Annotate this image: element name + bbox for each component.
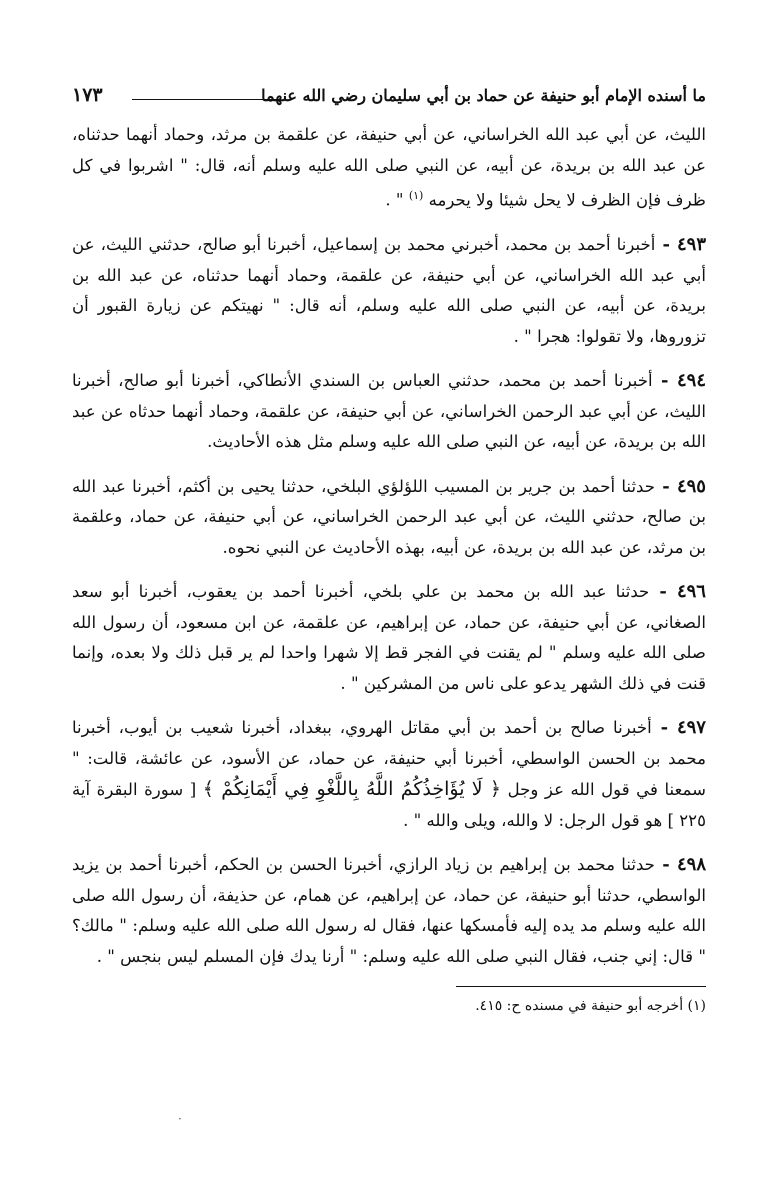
paragraph-text: حدثنا محمد بن إبراهيم بن زياد الرازي، أخبرنا الحسن بن الحكم، أخبرنا أحمد بن يزيد الواسطي، حدثنا أبو حنيفة، عن حماد، عن إبراهيم، عن همام، عن حذيفة، أن رسول الله صلى الله عليه وسلم مد يده إليه فأمسكها عنها، فقال له رسول الله صلى الله عليه وسلم: " مالك؟ " قال: إني جنب، فقال النبي صلى الله عليه وسلم: " أرنا يدك فإن المسلم ليس بنجس " . [72,855,706,966]
hadith-494: ٤٩٤ - أخبرنا أحمد بن محمد، حدثني العباس بن السندي الأنطاكي، أخبرنا أبو صالح، أخبرنا الليث، عن أبي عبد الرحمن الخراساني، عن أبي حنيفة، عن علقمة، وحماد أنهما حدثاه عن عبد الله بن بريدة، عن أبيه، عن النبي صلى الله عليه وسلم مثل هذه الأحاديث. [72,370,706,452]
hadith-number: ٤٩٨ [676,854,706,876]
paragraph-text: حدثنا أحمد بن جرير بن المسيب اللؤلؤي البلخي، حدثنا يحيى بن أكثم، أخبرنا عبد الله بن صالح، حدثني الليث، عن أبي عبد الرحمن الخراساني، عن أبي حنيفة، عن حماد، وعلقمة بن مرثد، عن عبد الله بن بريدة، عن أبيه، بهذه الأحاديث عن النبي نحوه. [72,476,706,557]
paragraph-text: أخبرنا صالح بن أحمد بن أبي مقاتل الهروي، ببغداد، أخبرنا شعيب بن أيوب، أخبرنا محمد بن الحسن الواسطي، أخبرنا أبي حنيفة، عن حماد، عن الأسود، عن عائشة، قالت: " سمعنا في قول الله عز وجل [72,718,707,800]
header-rule [132,99,280,100]
paragraph-continued [72,120,706,216]
hadith-number: ٤٩٣ [676,234,706,256]
hadith-495: ٤٩٥ - حدثنا أحمد بن جرير بن المسيب اللؤلؤي البلخي، حدثنا يحيى بن أكثم، أخبرنا عبد الله بن صالح، حدثني الليث، عن أبي عبد الرحمن الخراساني، عن أبي حنيفة، عن حماد، وعلقمة بن مرثد، عن عبد الله بن بريدة، عن أبيه، بهذه الأحاديث عن النبي نحوه. [72,475,706,557]
hadith-493: ٤٩٣ - أخبرنا أحمد بن محمد، أخبرني محمد بن إسماعيل، أخبرنا أبو صالح، حدثني الليث، عن أبي عبد الله الخراساني، عن أبي حنيفة، عن علقمة، وحماد أنهما حدثناه، عن عبد الله بن بريدة، عن أبيه، عن النبي صلى الله عليه وسلم، أنه قال: " نهيتكم عن زيارة القبور أن تزوروها، ولا تقولوا: هجرا " . [72,234,706,346]
hadith-496: ٤٩٦ - حدثنا عبد الله بن محمد بن علي بلخي، أخبرنا أحمد بن يعقوب، أخبرنا أبو سعد الصغاني، عن أبي حنيفة، عن حماد، عن إبراهيم، عن علقمة، عن ابن مسعود، أن رسول الله صلى الله عليه وسلم " لم يقنت في الفجر قط إلا شهرا واحدا لم ير قبل ذلك ولا بعده، وإنما قنت في ذلك الشهر يدعو على ناس من المشركين " . [72,581,706,693]
scan-mark: · [178,1112,182,1126]
quran-verse: ﴿ لَا يُؤَاخِذُكُمُ اللَّهُ بِاللَّغْوِ فِي أَيْمَانِكُمْ ﴾ [202,778,502,801]
body-text [72,120,706,972]
paragraph-text-end: [ سورة البقرة آية ٢٢٥ ] هو قول الرجل: لا والله، ويلى والله " . [72,780,706,830]
hadith-497: ٤٩٧ - أخبرنا صالح بن أحمد بن أبي مقاتل الهروي، ببغداد، أخبرنا شعيب بن أيوب، أخبرنا محمد بن الحسن الواسطي، أخبرنا أبي حنيفة، عن حماد، عن الأسود، عن عائشة، قالت: " سمعنا في قول الله عز وجل ﴿ لَا يُؤَاخِذُكُمُ اللَّهُ بِاللَّغْوِ فِي أَيْمَانِكُمْ ﴾ [ سورة البقرة آية ٢٢٥ ] هو قول الرجل: لا والله، ويلى والله " . [72,717,707,830]
hadith-number: ٤٩٧ [676,717,706,739]
paragraph-text: الليث، عن أبي عبد الله الخراساني، عن أبي حنيفة، عن علقمة بن مرثد، وحماد أنهما حدثناه، عن عبد الله بن بريدة، عن أبيه، عن النبي صلى الله عليه وسلم أنه، قال: " اشربوا في كل ظرف فإن الظرف لا يحل شيئا ولا يحرمه [72,125,706,210]
footnote: (١) أخرجه أبو حنيفة في مسنده ح: ٤١٥. [475,998,706,1015]
page-number: ١٧٣ [72,84,103,106]
hadith-number: ٤٩٦ [676,581,706,603]
footnote-reference: (١) [408,189,424,202]
hadith-number: ٤٩٥ [676,475,706,497]
paragraph-text: أخبرنا أحمد بن محمد، أخبرني محمد بن إسماعيل، أخبرنا أبو صالح، حدثني الليث، عن أبي عبد الله الخراساني، عن أبي حنيفة، عن علقمة، وحماد أنهما حدثناه، عن عبد الله بن بريدة، عن أبيه، عن النبي صلى الله عليه وسلم، أنه قال: " نهيتكم عن زيارة القبور أن تزوروها، ولا تقولوا: هجرا " . [72,235,706,346]
paragraph-text-end: " . [385,190,404,210]
hadith-498: ٤٩٨ - حدثنا محمد بن إبراهيم بن زياد الرازي، أخبرنا الحسن بن الحكم، أخبرنا أحمد بن يزيد الواسطي، حدثنا أبو حنيفة، عن حماد، عن إبراهيم، عن همام، عن حذيفة، أن رسول الله صلى الله عليه وسلم مد يده إليه فأمسكها عنها، فقال له رسول الله صلى الله عليه وسلم: " مالك؟ " قال: إني جنب، فقال النبي صلى الله عليه وسلم: " أرنا يدك فإن المسلم ليس بنجس " . [72,854,706,966]
page-header [72,84,706,114]
footnote-divider [456,986,706,987]
hadith-number: ٤٩٤ [676,370,706,392]
paragraph-text: أخبرنا أحمد بن محمد، حدثني العباس بن السندي الأنطاكي، أخبرنا أبو صالح، أخبرنا الليث، عن أبي عبد الرحمن الخراساني، عن أبي حنيفة، عن علقمة، وحماد أنهما حدثاه عن عبد الله بن بريدة، عن أبيه، عن النبي صلى الله عليه وسلم مثل هذه الأحاديث. [72,371,706,452]
paragraph-text: حدثنا عبد الله بن محمد بن علي بلخي، أخبرنا أحمد بن يعقوب، أخبرنا أبو سعد الصغاني، عن أبي حنيفة، عن حماد، عن إبراهيم، عن علقمة، عن ابن مسعود، أن رسول الله صلى الله عليه وسلم " لم يقنت في الفجر قط إلا شهرا واحدا لم ير قبل ذلك ولا بعده، وإنما قنت في ذلك الشهر يدعو على ناس من المشركين " . [72,582,706,693]
book-page [72,84,706,1017]
running-title: ما أسنده الإمام أبو حنيفة عن حماد بن أبي سليمان رضي الله عنهما [261,86,706,105]
